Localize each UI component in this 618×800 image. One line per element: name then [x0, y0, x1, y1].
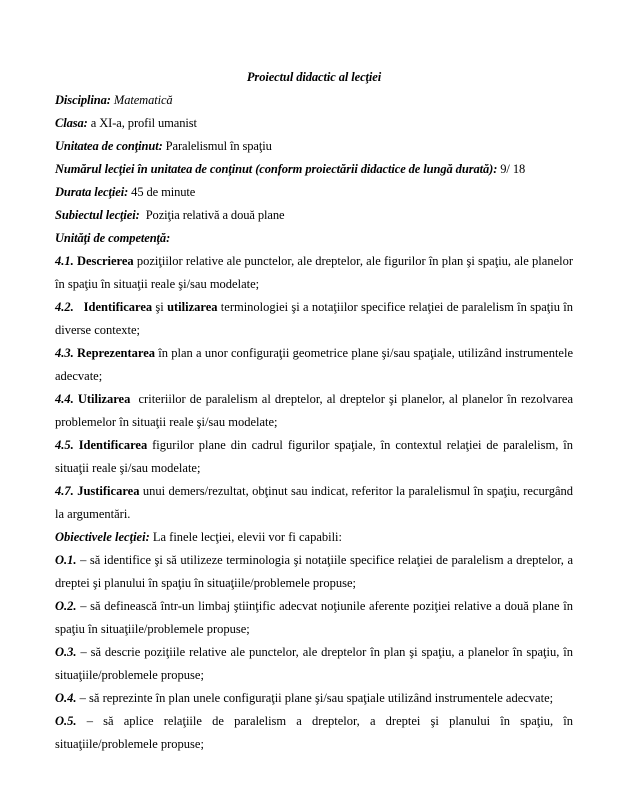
- text-run: 4.2.: [55, 300, 84, 314]
- text-run: 4.7.: [55, 484, 78, 498]
- text-run: Identificarea: [78, 438, 148, 452]
- competence-4-7: [55, 480, 573, 526]
- text-run: Proiectul didactic al lecţiei: [246, 70, 382, 84]
- text-run: – să definească într-un limbaj ştiinţific adecvat noţiunile aferente poziţiei relative a două plane în spaţiu în situaţiile/problemele propuse;: [55, 599, 573, 636]
- text-run: O.4.: [55, 691, 77, 705]
- text-run: 4.1.: [55, 254, 77, 268]
- text-run: 45 de minute: [131, 185, 196, 199]
- text-run: Clasa:: [55, 116, 91, 130]
- field-clasa: [55, 112, 573, 135]
- text-run: O.1.: [55, 553, 77, 567]
- text-run: Utilizarea: [77, 392, 131, 406]
- field-numarul-lectiei: [55, 158, 573, 181]
- field-unitatea-de-continut: [55, 135, 573, 158]
- text-run: Unităţi de competenţă:: [55, 231, 171, 245]
- document-title: [55, 66, 573, 89]
- text-run: 9/ 18: [500, 162, 526, 176]
- objective-o-2: [55, 595, 573, 641]
- text-run: în plan a unor configuraţii geometrice plane şi/sau spaţiale, utilizând instrumentele adecvate;: [55, 346, 573, 383]
- text-run: – să descrie poziţiile relative ale punctelor, ale dreptelor în plan şi spaţiu, a planelor în spaţiu, în situaţiile/problemele propuse;: [55, 645, 573, 682]
- text-run: 4.4.: [55, 392, 78, 406]
- text-run: Justificarea: [77, 484, 140, 498]
- objective-o-1: [55, 549, 573, 595]
- heading-unitati-de-competenta: [55, 227, 573, 250]
- text-run: – să aplice relaţiile de paralelism a dreptelor, a dreptei şi planului în spaţiu, în situaţiile/problemele propuse;: [55, 714, 573, 751]
- text-run: Obiectivele lecţiei:: [55, 530, 153, 544]
- text-run: O.2.: [55, 599, 77, 613]
- text-run: Poziţia relativă a două plane: [145, 208, 285, 222]
- competence-4-5: [55, 434, 573, 480]
- objective-o-3: [55, 641, 573, 687]
- field-disciplina: [55, 89, 573, 112]
- competence-4-1: [55, 250, 573, 296]
- document-body: [55, 66, 573, 756]
- competence-4-2: [55, 296, 573, 342]
- text-run: La finele lecţiei, elevii vor fi capabili:: [152, 530, 343, 544]
- text-run: 4.5.: [55, 438, 79, 452]
- text-run: a XI-a, profil umanist: [90, 116, 197, 130]
- text-run: Descrierea: [76, 254, 134, 268]
- text-run: şi: [152, 300, 168, 314]
- objective-o-5: [55, 710, 573, 756]
- text-run: unui demers/rezultat, obţinut sau indicat, referitor la paralelismul în spaţiu, recurgând la argumentări.: [55, 484, 573, 521]
- text-run: Paralelismul în spaţiu: [165, 139, 272, 153]
- competence-4-3: [55, 342, 573, 388]
- text-run: figurilor plane din cadrul figurilor spaţiale, în contextul relaţiei de paralelism, în situaţii reale şi/sau modelate;: [55, 438, 573, 475]
- text-run: – să identifice şi să utilizeze terminologia şi notaţiile specifice relaţiei de paralelism a dreptelor, a dreptei şi planului în spaţiu în situaţiile/problemele propuse;: [55, 553, 573, 590]
- text-run: Unitatea de conţinut:: [55, 139, 166, 153]
- field-durata-lectiei: [55, 181, 573, 204]
- text-run: terminologiei şi a notaţiilor specifice relaţiei de paralelism în spaţiu în diverse contexte;: [55, 300, 574, 337]
- field-subiectul-lectiei: [55, 204, 573, 227]
- competence-4-4: [55, 388, 573, 434]
- text-run: – să reprezinte în plan unele configuraţii plane şi/sau spaţiale utilizând instrumentele adecvate;: [76, 691, 554, 705]
- text-run: utilizarea: [167, 300, 218, 314]
- text-run: Reprezentarea: [77, 346, 155, 360]
- text-run: Numărul lecţiei în unitatea de conţinut (conform proiectării didactice de lungă durată):: [55, 162, 501, 176]
- text-run: Disciplina:: [55, 93, 114, 107]
- objective-o-4: [55, 687, 573, 710]
- heading-obiectivele-lectiei: [55, 526, 573, 549]
- text-run: Durata lecţiei:: [55, 185, 132, 199]
- text-run: 4.3.: [55, 346, 78, 360]
- text-run: criteriilor de paralelism al dreptelor, al dreptelor şi planelor, al planelor în rezolvarea problemelor în situaţii reale şi/sau modelate;: [55, 392, 573, 429]
- text-run: O.5.: [55, 714, 77, 728]
- text-run: poziţiilor relative ale punctelor, ale dreptelor, ale figurilor în plan şi spaţiu, ale planelor în spaţiu în situaţii reale şi/sau modelate;: [55, 254, 573, 291]
- text-run: O.3.: [55, 645, 77, 659]
- text-run: Identificarea: [83, 300, 153, 314]
- text-run: Matematică: [113, 93, 173, 107]
- text-run: Subiectul lecţiei:: [55, 208, 146, 222]
